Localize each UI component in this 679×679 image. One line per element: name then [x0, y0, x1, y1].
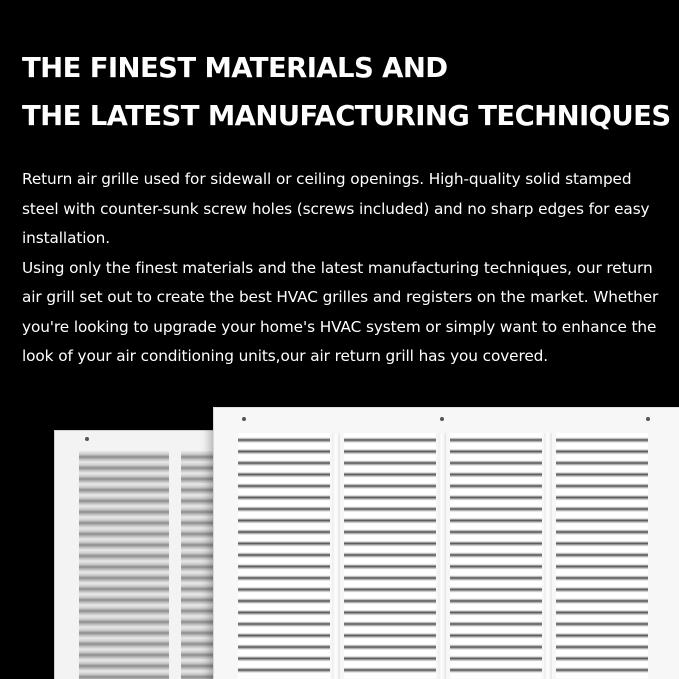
- headline: [22, 44, 671, 140]
- louver-panel: [450, 433, 542, 679]
- louver-panel: [344, 433, 436, 679]
- description-line: steel with counter-sunk screw holes (screws included) and no sharp edges for easy: [22, 199, 650, 218]
- description-line: installation.: [22, 229, 111, 247]
- panel-divider: [544, 433, 552, 679]
- product-description: [22, 165, 662, 372]
- screw-hole: [242, 417, 246, 421]
- headline-line-2: THE LATEST MANUFACTURING TECHNIQUES: [22, 100, 671, 132]
- front-grille-image: [213, 407, 679, 679]
- panel-divider: [438, 433, 446, 679]
- louver-panel: [238, 433, 330, 679]
- description-line: Return air grille used for sidewall or ceiling openings. High-quality solid stamped: [22, 170, 632, 188]
- screw-hole: [646, 417, 650, 421]
- panel-divider: [332, 433, 340, 679]
- description-line: air grill set out to create the best HVAC grilles and registers on the market. Whether: [22, 288, 659, 306]
- description-line: Using only the finest materials and the latest manufacturing techniques, our return: [22, 258, 653, 277]
- description-line: you're looking to upgrade your home's HVAC system or simply want to enhance the: [22, 317, 657, 336]
- louver-panel: [556, 433, 648, 679]
- screw-hole: [440, 417, 444, 421]
- louver-panel: [79, 451, 169, 679]
- screw-hole: [85, 437, 89, 441]
- description-line: look of your air conditioning units,our air return grill has you covered.: [22, 347, 549, 365]
- headline-line-1: THE FINEST MATERIALS AND: [22, 52, 448, 84]
